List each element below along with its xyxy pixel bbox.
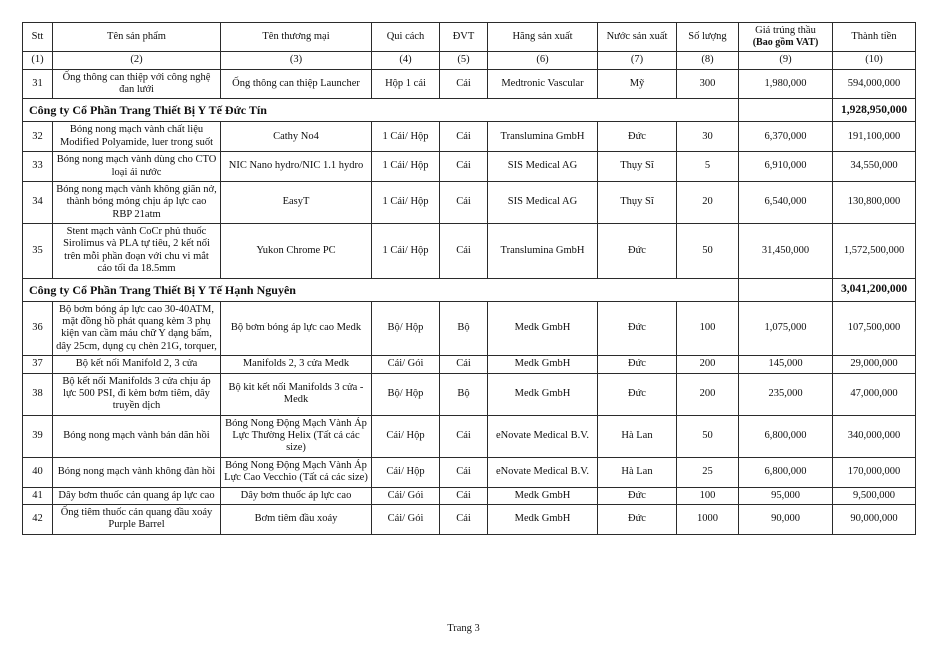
column-header-winning-price <box>739 23 833 52</box>
cell-specification: Cái/ Gói <box>372 487 440 504</box>
column-number-10: (10) <box>833 52 916 69</box>
cell-quantity: 200 <box>677 373 739 415</box>
cell-stt: 34 <box>23 181 53 223</box>
table-row <box>23 415 916 457</box>
cell-manufacturer: Medk GmbH <box>488 373 598 415</box>
group-total-amount: 1,928,950,000 <box>833 99 916 122</box>
cell-trade-name: Yukon Chrome PC <box>221 224 372 279</box>
cell-trade-name: Bơm tiêm đầu xoáy <box>221 504 372 534</box>
cell-manufacturer: Medk GmbH <box>488 504 598 534</box>
cell-specification: 1 Cái/ Hộp <box>372 152 440 182</box>
cell-specification: Cái/ Hộp <box>372 415 440 457</box>
column-number-4: (4) <box>372 52 440 69</box>
cell-product-name: Ống thông can thiệp với công nghệ đan lưới <box>53 69 221 99</box>
cell-product-name: Stent mạch vành CoCr phủ thuốc Sirolimus và PLA tự tiêu, 2 kết nối trên mỗi phần đoạn với chu vi mắt cáo tối đa 18.5mm <box>53 224 221 279</box>
cell-trade-name: Bộ bơm bóng áp lực cao Medk <box>221 301 372 356</box>
cell-trade-name: Bộ kit kết nối Manifolds 3 cửa - Medk <box>221 373 372 415</box>
cell-winning-price: 6,910,000 <box>739 152 833 182</box>
column-number-row <box>23 52 916 69</box>
cell-winning-price: 6,370,000 <box>739 122 833 152</box>
cell-winning-price: 95,000 <box>739 487 833 504</box>
group-empty-cell <box>739 278 833 301</box>
cell-product-name: Bộ kết nối Manifolds 3 cửa chịu áp lực 500 PSI, đi kèm bơm tiêm, dây truyền dịch <box>53 373 221 415</box>
cell-amount: 29,000,000 <box>833 356 916 373</box>
table-row <box>23 457 916 487</box>
cell-trade-name: EasyT <box>221 181 372 223</box>
cell-winning-price: 145,000 <box>739 356 833 373</box>
cell-country: Đức <box>598 356 677 373</box>
table-row <box>23 301 916 356</box>
cell-stt: 37 <box>23 356 53 373</box>
cell-trade-name: Manifolds 2, 3 cửa Medk <box>221 356 372 373</box>
cell-trade-name: Bóng Nong Động Mạch Vành Áp Lực Cao Vecchio (Tất cả các size) <box>221 457 372 487</box>
cell-specification: Cái/ Gói <box>372 504 440 534</box>
cell-unit: Cái <box>440 415 488 457</box>
cell-product-name: Bộ kết nối Manifold 2, 3 cửa <box>53 356 221 373</box>
cell-quantity: 100 <box>677 487 739 504</box>
cell-product-name: Bộ bơm bóng áp lực cao 30-40ATM, mặt đồng hồ phát quang kèm 3 phụ kiện van cầm máu chữ Y dạng bấm, dây 25cm, dụng cụ chèn 21G, torquer, <box>53 301 221 356</box>
table-header <box>23 23 916 70</box>
cell-stt: 39 <box>23 415 53 457</box>
column-header-product-name: Tên sản phẩm <box>53 23 221 52</box>
column-header-specification: Qui cách <box>372 23 440 52</box>
cell-stt: 38 <box>23 373 53 415</box>
cell-winning-price: 1,075,000 <box>739 301 833 356</box>
cell-amount: 47,000,000 <box>833 373 916 415</box>
column-header-unit: ĐVT <box>440 23 488 52</box>
cell-amount: 34,550,000 <box>833 152 916 182</box>
cell-quantity: 300 <box>677 69 739 99</box>
table-row <box>23 373 916 415</box>
cell-country: Đức <box>598 301 677 356</box>
table-row <box>23 487 916 504</box>
cell-country: Đức <box>598 224 677 279</box>
cell-stt: 35 <box>23 224 53 279</box>
cell-winning-price: 1,980,000 <box>739 69 833 99</box>
cell-amount: 130,800,000 <box>833 181 916 223</box>
cell-trade-name: Dây bơm thuốc áp lực cao <box>221 487 372 504</box>
cell-product-name: Dây bơm thuốc cản quang áp lực cao <box>53 487 221 504</box>
cell-specification: Hộp 1 cái <box>372 69 440 99</box>
column-number-6: (6) <box>488 52 598 69</box>
cell-product-name: Bóng nong mạch vành không giãn nở, thành bóng mỏng chịu áp lực cao RBP 21atm <box>53 181 221 223</box>
column-header-trade-name: Tên thương mại <box>221 23 372 52</box>
cell-quantity: 20 <box>677 181 739 223</box>
cell-winning-price: 90,000 <box>739 504 833 534</box>
cell-stt: 41 <box>23 487 53 504</box>
cell-amount: 1,572,500,000 <box>833 224 916 279</box>
bid-results-table <box>22 22 916 535</box>
cell-country: Thụy Sĩ <box>598 181 677 223</box>
cell-country: Đức <box>598 373 677 415</box>
cell-unit: Bộ <box>440 373 488 415</box>
cell-amount: 107,500,000 <box>833 301 916 356</box>
table-group-row <box>23 99 916 122</box>
cell-quantity: 5 <box>677 152 739 182</box>
cell-trade-name: Ống thông can thiệp Launcher <box>221 69 372 99</box>
cell-unit: Cái <box>440 504 488 534</box>
group-empty-cell <box>739 99 833 122</box>
cell-unit: Cái <box>440 152 488 182</box>
page-footer: Trang 3 <box>447 623 480 634</box>
column-header-stt: Stt <box>23 23 53 52</box>
table-body <box>23 69 916 534</box>
cell-amount: 9,500,000 <box>833 487 916 504</box>
cell-quantity: 100 <box>677 301 739 356</box>
cell-unit: Cái <box>440 224 488 279</box>
cell-country: Thụy Sĩ <box>598 152 677 182</box>
cell-trade-name: Bóng Nong Động Mạch Vành Áp Lực Thường Helix (Tất cả các size) <box>221 415 372 457</box>
cell-unit: Cái <box>440 457 488 487</box>
cell-quantity: 200 <box>677 356 739 373</box>
cell-unit: Cái <box>440 356 488 373</box>
cell-specification: Cái/ Gói <box>372 356 440 373</box>
header-row <box>23 23 916 52</box>
cell-stt: 36 <box>23 301 53 356</box>
cell-specification: Bộ/ Hộp <box>372 373 440 415</box>
cell-stt: 33 <box>23 152 53 182</box>
table-group-row <box>23 278 916 301</box>
table-row <box>23 504 916 534</box>
column-number-8: (8) <box>677 52 739 69</box>
column-number-5: (5) <box>440 52 488 69</box>
cell-country: Mỹ <box>598 69 677 99</box>
table-row <box>23 122 916 152</box>
cell-trade-name: Cathy No4 <box>221 122 372 152</box>
cell-quantity: 50 <box>677 415 739 457</box>
cell-winning-price: 6,800,000 <box>739 415 833 457</box>
cell-manufacturer: SIS Medical AG <box>488 181 598 223</box>
cell-manufacturer: eNovate Medical B.V. <box>488 457 598 487</box>
cell-unit: Bộ <box>440 301 488 356</box>
cell-manufacturer: Medk GmbH <box>488 301 598 356</box>
table-row <box>23 224 916 279</box>
cell-manufacturer: Medk GmbH <box>488 356 598 373</box>
cell-stt: 31 <box>23 69 53 99</box>
cell-amount: 594,000,000 <box>833 69 916 99</box>
column-number-9: (9) <box>739 52 833 69</box>
cell-product-name: Bóng nong mạch vành chất liệu Modified Polyamide, luer trong suốt <box>53 122 221 152</box>
column-number-7: (7) <box>598 52 677 69</box>
cell-unit: Cái <box>440 487 488 504</box>
group-company-name: Công ty Cổ Phần Trang Thiết Bị Y Tế Đức Tín <box>23 99 739 122</box>
cell-manufacturer: SIS Medical AG <box>488 152 598 182</box>
cell-specification: 1 Cái/ Hộp <box>372 224 440 279</box>
cell-manufacturer: Medtronic Vascular <box>488 69 598 99</box>
cell-manufacturer: Translumina GmbH <box>488 122 598 152</box>
cell-quantity: 1000 <box>677 504 739 534</box>
winning-price-label: Giá trúng thầu <box>755 25 816 36</box>
cell-specification: 1 Cái/ Hộp <box>372 122 440 152</box>
table-row <box>23 181 916 223</box>
cell-manufacturer: Translumina GmbH <box>488 224 598 279</box>
cell-quantity: 50 <box>677 224 739 279</box>
cell-product-name: Bóng nong mạch vành dùng cho CTO loại ái nước <box>53 152 221 182</box>
cell-quantity: 30 <box>677 122 739 152</box>
cell-quantity: 25 <box>677 457 739 487</box>
cell-winning-price: 6,800,000 <box>739 457 833 487</box>
cell-unit: Cái <box>440 69 488 99</box>
group-total-amount: 3,041,200,000 <box>833 278 916 301</box>
cell-unit: Cái <box>440 181 488 223</box>
winning-price-sublabel: (Bao gồm VAT) <box>752 37 819 49</box>
cell-product-name: Ống tiêm thuốc cản quang đầu xoáy Purple Barrel <box>53 504 221 534</box>
column-header-quantity: Số lượng <box>677 23 739 52</box>
cell-winning-price: 6,540,000 <box>739 181 833 223</box>
cell-stt: 40 <box>23 457 53 487</box>
column-header-country: Nước sản xuất <box>598 23 677 52</box>
cell-country: Hà Lan <box>598 457 677 487</box>
cell-specification: Cái/ Hộp <box>372 457 440 487</box>
column-number-2: (2) <box>53 52 221 69</box>
cell-specification: Bộ/ Hộp <box>372 301 440 356</box>
cell-trade-name: NIC Nano hydro/NIC 1.1 hydro <box>221 152 372 182</box>
cell-manufacturer: eNovate Medical B.V. <box>488 415 598 457</box>
column-number-3: (3) <box>221 52 372 69</box>
cell-amount: 90,000,000 <box>833 504 916 534</box>
column-number-1: (1) <box>23 52 53 69</box>
cell-winning-price: 31,450,000 <box>739 224 833 279</box>
cell-stt: 42 <box>23 504 53 534</box>
cell-amount: 340,000,000 <box>833 415 916 457</box>
cell-amount: 191,100,000 <box>833 122 916 152</box>
cell-country: Đức <box>598 122 677 152</box>
cell-winning-price: 235,000 <box>739 373 833 415</box>
cell-specification: 1 Cái/ Hộp <box>372 181 440 223</box>
cell-country: Đức <box>598 504 677 534</box>
cell-product-name: Bóng nong mạch vành không đàn hồi <box>53 457 221 487</box>
column-header-amount: Thành tiền <box>833 23 916 52</box>
table-row <box>23 152 916 182</box>
table-row <box>23 356 916 373</box>
cell-country: Hà Lan <box>598 415 677 457</box>
cell-country: Đức <box>598 487 677 504</box>
cell-unit: Cái <box>440 122 488 152</box>
cell-stt: 32 <box>23 122 53 152</box>
column-header-manufacturer: Hãng sản xuất <box>488 23 598 52</box>
cell-manufacturer: Medk GmbH <box>488 487 598 504</box>
table-row <box>23 69 916 99</box>
cell-amount: 170,000,000 <box>833 457 916 487</box>
group-company-name: Công ty Cổ Phần Trang Thiết Bị Y Tế Hạnh Nguyên <box>23 278 739 301</box>
cell-product-name: Bóng nong mạch vành bán dãn hồi <box>53 415 221 457</box>
